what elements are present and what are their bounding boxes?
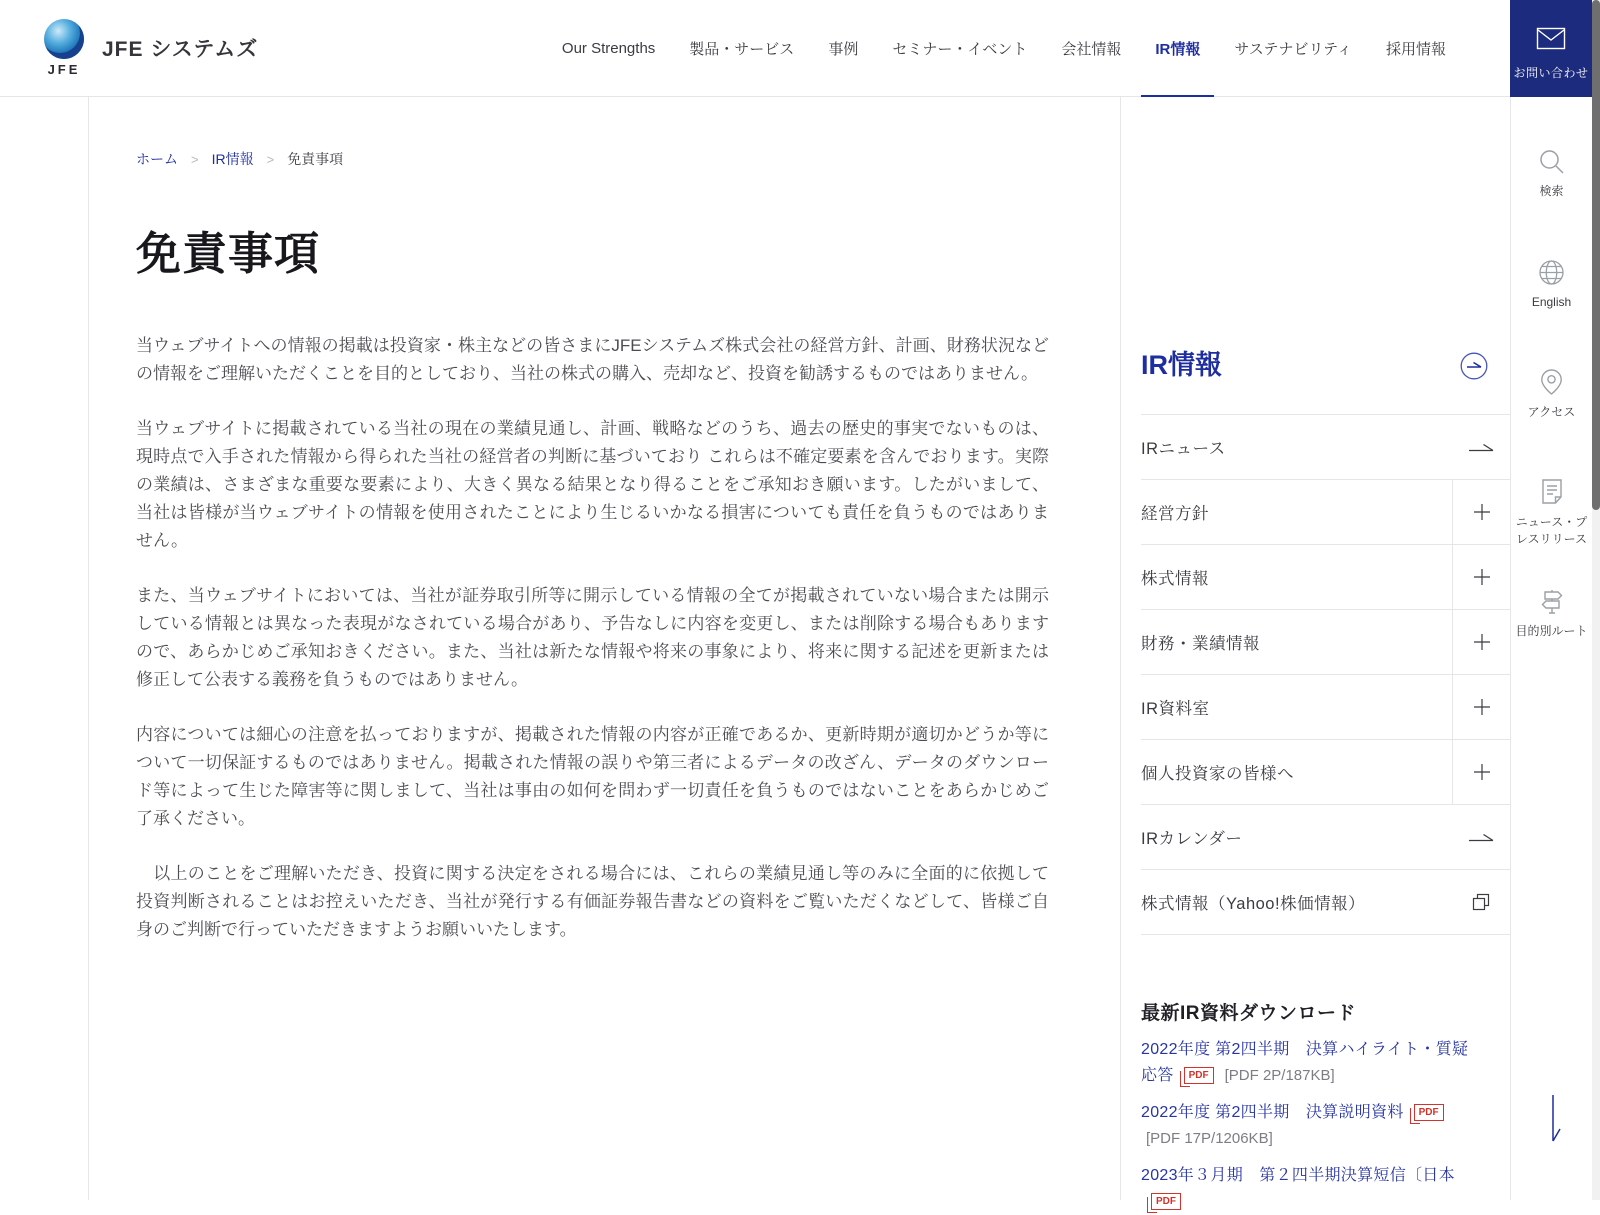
contact-label: お問い合わせ — [1513, 66, 1589, 80]
breadcrumb-current: 免責事項 — [287, 151, 344, 167]
file-size-label: [PDF 17P/1206KB] — [1146, 1130, 1273, 1147]
plus-icon[interactable] — [1452, 675, 1510, 739]
sidebar-item-ir-library[interactable]: IR資料室 — [1141, 675, 1510, 740]
disclaimer-paragraph-3: また、当ウェブサイトにおいては、当社が証券取引所等に開示している情報の全てが掲載されていない場合または開示している情報とは異なった表現がなされている場合があり、予告なしに内容を変更し、または削除する場合もありますので、あらかじめご承知おきください。また、当社は新たな情報や将来の事象により、将来に関する記述を更新または修正して公表する義務を負うものではありません。 — [136, 586, 1049, 689]
scrollbar-track[interactable] — [1592, 0, 1600, 1200]
breadcrumb-separator: > — [266, 151, 275, 167]
plus-icon[interactable] — [1452, 740, 1510, 804]
disclaimer-paragraph-4: 内容については細心の注意を払っておりますが、掲載された情報の内容が正確であるか、更新時期が適切かどうか等について一切保証するものではありません。掲載された情報の誤りや第三者によるデータの改ざん、データのダウンロード等によって生じた障害等に関しまして、当社は事由の如何を問わず一切責任を負うものではないことをあらかじめご了承ください。 — [136, 725, 1049, 828]
download-section — [1141, 998, 1510, 1215]
arrow-right-icon — [1452, 415, 1510, 479]
contact-button[interactable] — [1510, 0, 1592, 97]
sidebar-title: IR情報 — [1141, 350, 1222, 380]
disclaimer-paragraph-5: 以上のことをご理解いただき、投資に関する決定をされる場合には、これらの業績見通し等のみに全面的に依拠して投資判断されることはお控えいただき、当社が発行する有価証券報告書などの資料をご覧いただくなどして、皆様ご自身のご判断で行っていただきますようお願いいたします。 — [136, 864, 1049, 939]
ir-sidebar — [1120, 97, 1510, 1207]
logo-mark-text: JFE — [47, 62, 81, 77]
pdf-icon: PDF — [1184, 1067, 1214, 1084]
page-title: 免責事項 — [136, 228, 321, 279]
search-icon — [1511, 147, 1592, 175]
download-item — [1141, 1037, 1481, 1089]
circle-arrow-right-icon — [1460, 368, 1488, 383]
disclaimer-paragraph-2: 当ウェブサイトに掲載されている当社の現在の業績見通し、計画、戦略などのうち、過去の歴史的事実でないものは、現時点で入手された情報から得られた当社の経営者の判断に基づいており これらは不確定要素を含んでおります。実際の業績は、さまざまな重要な要素により、大きく異なる結果となり得ることをご承知おき願います。したがいまして、当社は皆様が当ウェブサイトの情報を使用されたことにより生じるいかなる損害についても責任を負うものではありません。 — [136, 419, 1049, 550]
download-list — [1141, 1037, 1481, 1215]
map-pin-icon — [1511, 368, 1592, 396]
sidebar-item-ir-news[interactable]: IRニュース — [1141, 415, 1510, 480]
purpose-route-button[interactable]: 目的別ルート — [1511, 587, 1592, 640]
mail-icon — [1536, 27, 1566, 53]
scrollbar-thumb[interactable] — [1592, 0, 1600, 510]
news-press-release-button[interactable]: ニュース・プレスリリース — [1511, 478, 1592, 548]
plus-icon[interactable] — [1452, 480, 1510, 544]
jfe-sphere-icon — [44, 19, 84, 59]
nav-item-case-studies[interactable]: 事例 — [828, 40, 859, 58]
logo-brand-text: JFE システムズ — [102, 38, 259, 61]
nav-item-seminar-event[interactable]: セミナー・イベント — [892, 40, 1028, 58]
plus-icon[interactable] — [1452, 545, 1510, 609]
breadcrumb-home-link[interactable]: ホーム — [136, 151, 178, 167]
download-link-q2-tanshin[interactable]: 2023年３月期 第２四半期決算短信〔日本 — [1141, 1167, 1455, 1184]
arrow-right-icon — [1452, 805, 1510, 869]
jfe-logo-mark — [40, 19, 88, 77]
pdf-icon: PDF — [1151, 1193, 1181, 1210]
plus-icon[interactable] — [1452, 610, 1510, 674]
breadcrumb-separator: > — [191, 151, 199, 167]
access-button[interactable]: アクセス — [1511, 368, 1592, 421]
search-button[interactable]: 検索 — [1511, 147, 1592, 200]
sidebar-item-stock-info[interactable]: 株式情報 — [1141, 545, 1510, 610]
news-document-icon — [1511, 478, 1592, 506]
pdf-icon: PDF — [1414, 1104, 1444, 1121]
ir-top-link-button[interactable] — [1460, 352, 1488, 383]
disclaimer-paragraph-1: 当ウェブサイトへの情報の掲載は投資家・株主などの皆さまにJFEシステムズ株式会社の経営方針、計画、財務状況などの情報をご理解いただくことを目的としており、当社の株式の購入、売却など、投資を勧誘するものではありません。 — [136, 336, 1049, 383]
nav-item-company-info[interactable]: 会社情報 — [1061, 40, 1122, 58]
sidebar-item-financial-info[interactable]: 財務・業績情報 — [1141, 610, 1510, 675]
download-item — [1141, 1100, 1481, 1152]
external-link-icon — [1452, 870, 1510, 934]
breadcrumb-ir-link[interactable]: IR情報 — [211, 151, 254, 167]
nav-item-ir-info[interactable]: IR情報 — [1141, 0, 1214, 97]
site-header — [0, 0, 1510, 97]
main-nav — [548, 0, 1460, 97]
sidebar-item-ir-calendar[interactable]: IRカレンダー — [1141, 805, 1510, 870]
sidebar-item-yahoo-stock[interactable]: 株式情報（Yahoo!株価情報） — [1141, 870, 1510, 935]
nav-item-our-strengths[interactable]: Our Strengths — [561, 39, 656, 57]
utility-bar — [1510, 97, 1592, 1200]
globe-icon — [1511, 258, 1592, 286]
english-language-button[interactable]: English — [1511, 258, 1592, 311]
sidebar-menu — [1141, 415, 1510, 935]
nav-item-products-services[interactable]: 製品・サービス — [689, 40, 795, 58]
breadcrumb — [136, 149, 1049, 169]
file-size-label: [PDF 2P/187KB] — [1224, 1067, 1335, 1084]
sidebar-item-individual-investors[interactable]: 個人投資家の皆様へ — [1141, 740, 1510, 805]
disclaimer-body — [136, 332, 1049, 944]
main-content — [88, 97, 1120, 1200]
scroll-down-arrow — [1542, 1093, 1564, 1150]
nav-item-recruit[interactable]: 採用情報 — [1385, 40, 1446, 58]
download-link-q2-presentation[interactable]: 2022年度 第2四半期 決算説明資料 — [1141, 1104, 1404, 1121]
sidebar-item-management-policy[interactable]: 経営方針 — [1141, 480, 1510, 545]
download-section-title: 最新IR資料ダウンロード — [1141, 1003, 1357, 1024]
nav-item-sustainability[interactable]: サステナビリティ — [1234, 40, 1352, 58]
signpost-icon — [1511, 587, 1592, 615]
sidebar-header — [1141, 346, 1510, 415]
download-link-q2-highlight[interactable]: 2022年度 第2四半期 決算ハイライト・質疑応答 — [1141, 1041, 1469, 1084]
download-item — [1141, 1163, 1481, 1215]
logo[interactable] — [40, 19, 258, 77]
